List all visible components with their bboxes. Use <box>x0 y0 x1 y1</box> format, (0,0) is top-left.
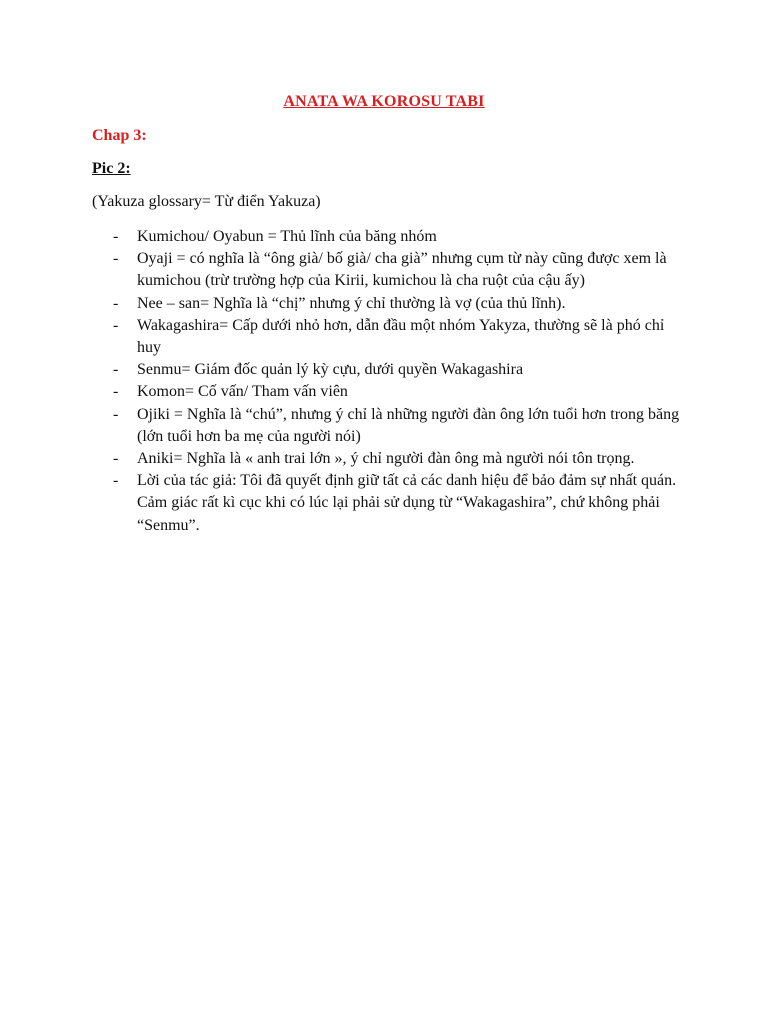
list-item-text: Oyaji = có nghĩa là “ông già/ bố già/ cha già” nhưng cụm từ này cũng được xem là kumichou (trừ trường hợp của Kirii, kumichou là cha ruột của cậu ấy) <box>137 250 667 290</box>
list-item <box>92 359 692 381</box>
list-item <box>92 226 692 248</box>
list-item-text: Lời của tác giả: Tôi đã quyết định giữ tất cả các danh hiệu để bảo đảm sự nhất quán. Cảm giác rất kì cục khi có lúc lại phải sử dụng từ “Wakagashira”, chứ không phải “Senmu”. <box>137 472 677 534</box>
bullet-dash: - <box>113 450 119 468</box>
list-item-text: Senmu= Giám đốc quản lý kỳ cựu, dưới quyền Wakagashira <box>137 361 524 379</box>
list-item <box>92 315 692 359</box>
bullet-dash: - <box>113 405 119 423</box>
bullet-dash: - <box>113 316 119 334</box>
list-item <box>92 293 692 315</box>
list-item-text: Aniki= Nghĩa là « anh trai lớn », ý chỉ người đàn ông mà người nói tôn trọng. <box>137 450 635 468</box>
chapter-heading: Chap 3: <box>92 127 147 144</box>
list-item-text: Nee – san= Nghĩa là “chị” nhưng ý chỉ thường là vợ (của thủ lĩnh). <box>137 294 566 312</box>
bullet-dash: - <box>113 472 119 490</box>
bullet-dash: - <box>113 228 119 245</box>
list-item <box>92 381 692 403</box>
document-title: ANATA WA KOROSU TABI <box>283 93 485 110</box>
bullet-dash: - <box>113 294 119 312</box>
glossary-intro: (Yakuza glossary= Từ điển Yakuza) <box>92 193 321 210</box>
bullet-dash: - <box>113 383 119 401</box>
list-item-text: Kumichou/ Oyabun = Thủ lĩnh của băng nhóm <box>137 228 437 245</box>
list-item <box>92 448 692 470</box>
bullet-dash: - <box>113 361 119 379</box>
list-item-text: Wakagashira= Cấp dưới nhỏ hơn, dẫn đầu một nhóm Yakyza, thường sẽ là phó chỉ huy <box>137 316 665 357</box>
bullet-dash: - <box>113 250 119 268</box>
list-item-text: Ojiki = Nghĩa là “chú”, nhưng ý chỉ là những người đàn ông lớn tuổi hơn trong băng (lớn tuổi hơn ba mẹ của người nói) <box>137 405 680 445</box>
list-item-text: Komon= Cố vấn/ Tham vấn viên <box>137 383 348 401</box>
pic-heading: Pic 2: <box>92 160 131 177</box>
list-item <box>92 470 692 537</box>
list-item <box>92 248 692 292</box>
glossary-list <box>92 226 692 537</box>
list-item <box>92 404 692 448</box>
